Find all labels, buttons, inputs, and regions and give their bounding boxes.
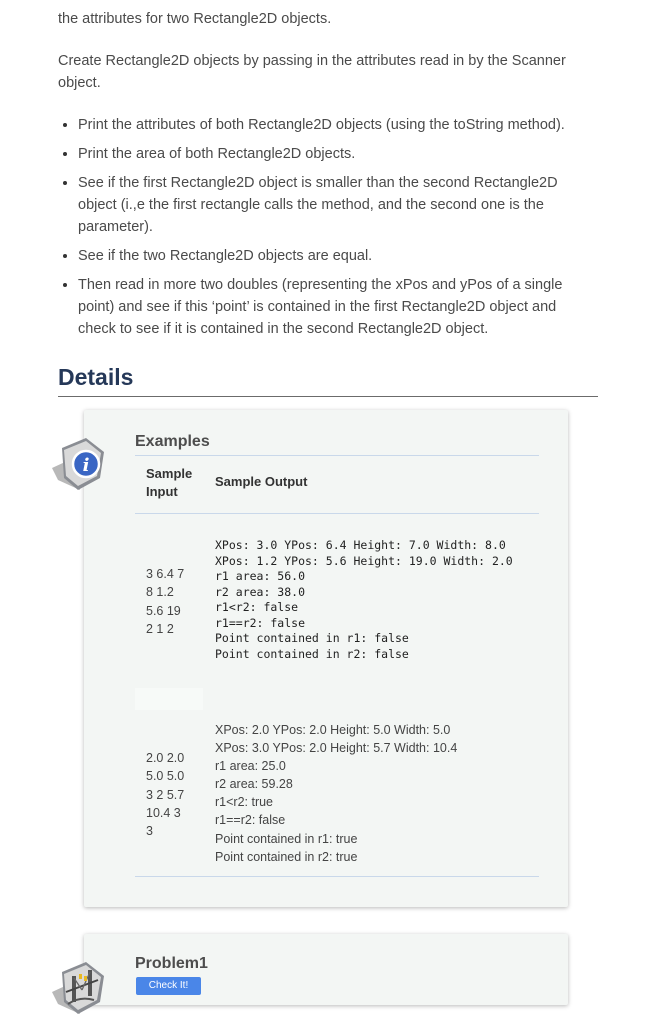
examples-title: Examples — [135, 433, 210, 450]
info-icon — [48, 434, 108, 494]
divider — [58, 396, 598, 397]
list-item: • Print the area of both Rectangle2D objects. — [78, 143, 598, 165]
column-header-input: Sample Input — [146, 466, 193, 499]
divider — [135, 876, 539, 877]
intro-text: the attributes for two Rectangle2D objects. — [58, 11, 332, 27]
divider — [135, 455, 539, 456]
problem-title: Problem1 — [135, 955, 208, 972]
list-item: • See if the first Rectangle2D object is smaller than the second Rectangle2D object (i.,e the first rectangle calls the method, and the second one is the parameter). — [78, 172, 598, 238]
check-it-button[interactable]: Check It! — [136, 977, 201, 995]
sample-input-1: 3 6.4 7 8 1.2 5.6 19 2 1 2 — [146, 567, 185, 636]
bridge-icon — [48, 958, 108, 1016]
details-heading: Details — [58, 364, 134, 390]
list-item: • See if the two Rectangle2D objects are equal. — [78, 245, 598, 267]
sample-output-2: XPos: 2.0 YPos: 2.0 Height: 5.0 Width: 5.0 XPos: 3.0 YPos: 2.0 Height: 5.7 Width: 10.4 r1 area: 25.0 r2 area: 59.28 r1<r2: true r1==r2: false Point contained in r1: true Point contained in r2: true — [215, 723, 458, 864]
svg-text:i: i — [82, 455, 90, 476]
table-spacer — [135, 688, 203, 710]
sample-output-1: XPos: 3.0 YPos: 6.4 Height: 7.0 Width: 8.0 XPos: 1.2 YPos: 5.6 Height: 19.0 Width: 2.0 r1 area: 56.0 r2 area: 38.0 r1<r2: false r1==r2: false Point contained in r1: false Point contained in r2: false — [215, 538, 513, 661]
list-item: • Print the attributes of both Rectangle2D objects (using the toString method). — [78, 114, 598, 136]
intro-paragraph: Create Rectangle2D objects by passing in the attributes read in by the Scanner object. — [58, 53, 566, 91]
list-item: • Then read in more two doubles (representing the xPos and yPos of a single point) and see if this ‘point’ is contained in the first Rectangle2D object and check to see if it is contained in the second Rectangle2D object. — [78, 274, 598, 340]
sample-input-2: 2.0 2.0 5.0 5.0 3 2 5.7 10.4 3 3 — [146, 751, 185, 839]
divider — [135, 513, 539, 514]
instruction-list — [58, 114, 598, 347]
column-header-output: Sample Output — [215, 474, 308, 489]
